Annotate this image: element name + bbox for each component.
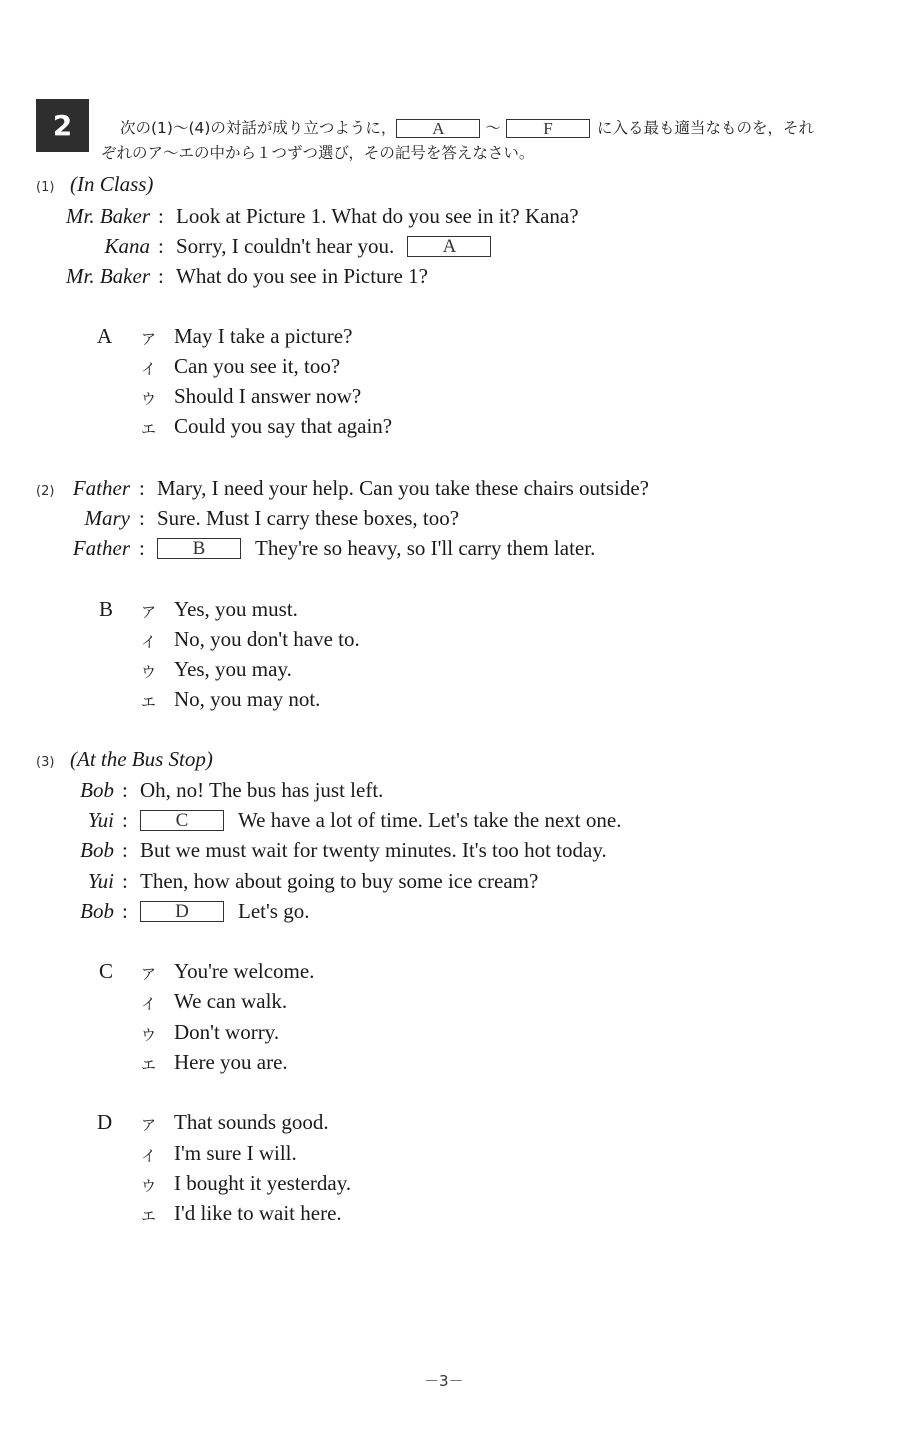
dialogue-line: Then, how about going to buy some ice cream? [140,869,539,893]
choice-group-letter: A [97,324,113,348]
section-number: (3) [36,755,55,770]
answer-box-a: A [407,236,491,257]
option-text: Here you are. [174,1050,288,1074]
section-title: (At the Bus Stop) [70,747,213,771]
speaker-name: Mr. Baker [66,204,150,228]
dialogue-line: Oh, no! The bus has just left. [140,778,384,802]
option-mark: ウ [141,1026,157,1044]
dialogue-text: Let's go. [238,899,310,923]
dialogue-line: What do you see in Picture 1? [176,264,428,288]
option-text: No, you may not. [174,687,321,711]
speaker-colon: : [139,476,145,500]
speaker-name: Bob [80,899,114,923]
speaker-colon: : [158,264,164,288]
dialogue-text: Sorry, I couldn't hear you. [176,234,395,258]
answer-box-to: F [506,119,590,138]
speaker-name: Father [72,536,130,560]
option-mark: イ [141,360,157,378]
option-text: Don't worry. [174,1020,280,1044]
option-mark: ウ [141,663,157,681]
speaker-name: Father [72,476,130,500]
option-mark: ア [141,965,157,983]
option-mark: エ [141,1056,157,1074]
option-mark: エ [141,693,157,711]
question-number-badge: 2 [36,99,89,152]
instruction-text-2: に入る最も適当なものを，それ [596,119,814,137]
option-text: May I take a picture? [174,324,353,348]
dialogue-line: Sure. Must I carry these boxes, too? [157,506,460,530]
option-mark: イ [141,633,157,651]
option-text: We can walk. [174,989,288,1013]
option-text: Should I answer now? [174,384,362,408]
section-number: (1) [36,180,55,195]
answer-box-b: B [157,538,241,559]
speaker-name: Yui [87,869,114,893]
option-mark: イ [141,1147,157,1165]
option-text: Yes, you must. [174,597,298,621]
speaker-name: Mary [84,506,130,530]
option-text: No, you don't have to. [174,627,360,651]
section-number: (2) [36,484,55,499]
option-mark: ア [141,330,157,348]
speaker-name: Mr. Baker [66,264,150,288]
speaker-name: Bob [80,838,114,862]
dialogue-line [140,899,309,924]
option-mark: エ [141,420,157,438]
instruction-line-2: ぞれのア～エの中から１つずつ選び，その記号を答えなさい。 [101,144,535,162]
speaker-colon: : [139,506,145,530]
answer-box-d: D [140,901,224,922]
option-text: I bought it yesterday. [174,1171,352,1195]
instruction-line-1 [120,116,814,138]
speaker-colon: : [122,808,128,832]
option-text: Yes, you may. [174,657,292,681]
dialogue-line: Look at Picture 1. What do you see in it? Kana? [176,204,579,228]
speaker-colon: : [122,778,128,802]
dialogue-line: But we must wait for twenty minutes. It's too hot today. [140,838,607,862]
option-mark: イ [141,995,157,1013]
choice-group-letter: C [99,959,114,983]
option-text: You're welcome. [174,959,315,983]
dialogue-line [157,536,595,561]
speaker-colon: : [158,204,164,228]
speaker-name: Kana [104,234,150,258]
dialogue-line: Mary, I need your help. Can you take these chairs outside? [157,476,649,500]
option-mark: ウ [141,1177,157,1195]
speaker-colon: : [122,838,128,862]
speaker-name: Bob [80,778,114,802]
speaker-colon: : [122,899,128,923]
option-text: That sounds good. [174,1110,329,1134]
speaker-colon: : [122,869,128,893]
option-mark: ア [141,1116,157,1134]
page-number: －3－ [424,1372,464,1390]
option-mark: エ [141,1207,157,1225]
speaker-colon: : [158,234,164,258]
choice-group-letter: B [99,597,114,621]
speaker-name: Yui [87,808,114,832]
instruction-text-1: 次の(1)～(4)の対話が成り立つように， [120,119,397,137]
answer-box-c: C [140,810,224,831]
answer-box-from: A [396,119,480,138]
option-mark: ア [141,603,157,621]
range-separator: ～ [485,119,501,137]
option-text: I'd like to wait here. [174,1201,342,1225]
dialogue-line [176,234,491,259]
dialogue-line [140,808,621,833]
option-text: Could you say that again? [174,414,393,438]
speaker-colon: : [139,536,145,560]
dialogue-text: We have a lot of time. Let's take the next one. [238,808,622,832]
option-text: I'm sure I will. [174,1141,297,1165]
option-text: Can you see it, too? [174,354,341,378]
option-mark: ウ [141,390,157,408]
dialogue-text: They're so heavy, so I'll carry them later. [255,536,596,560]
section-title: (In Class) [70,172,154,196]
choice-group-letter: D [97,1110,113,1134]
